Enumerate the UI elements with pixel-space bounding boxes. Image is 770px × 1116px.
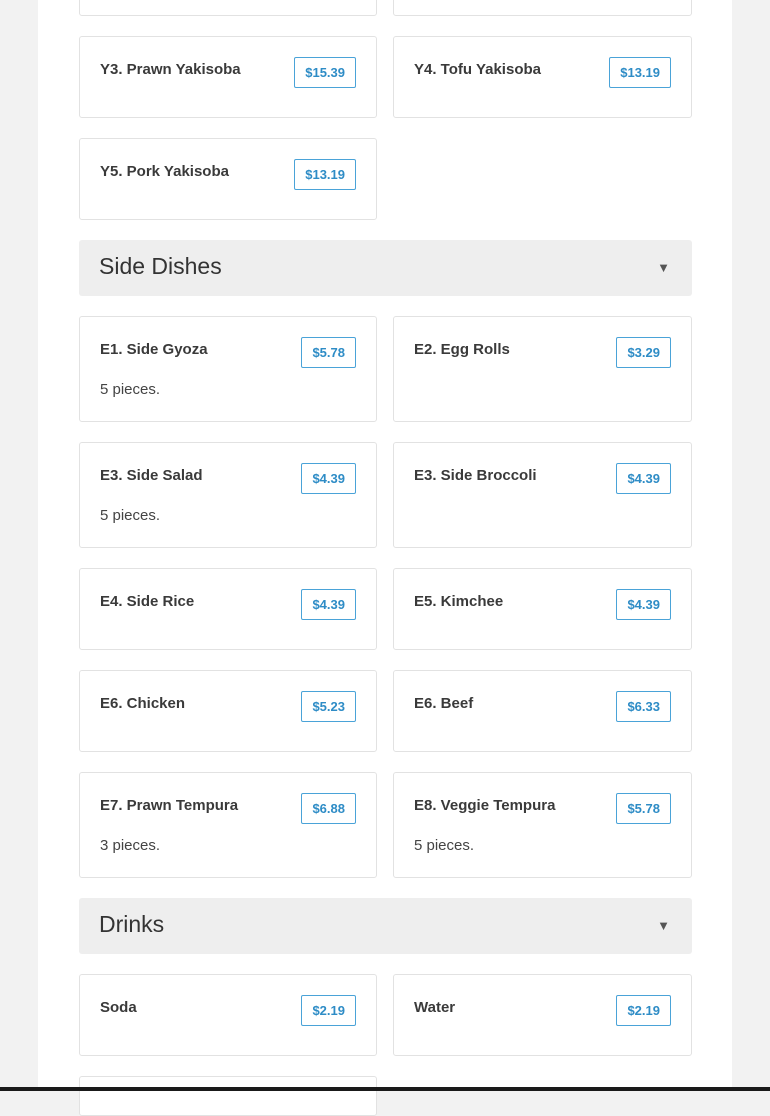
menu-item-card[interactable] bbox=[393, 36, 692, 118]
menu-item-card[interactable] bbox=[79, 316, 377, 422]
item-price-button[interactable]: $4.39 bbox=[616, 589, 671, 620]
item-price-button[interactable]: $5.78 bbox=[616, 793, 671, 824]
item-price-button[interactable]: $6.88 bbox=[301, 793, 356, 824]
triangle-down-icon[interactable]: ▼ bbox=[657, 918, 670, 933]
menu-item-card[interactable] bbox=[79, 1076, 377, 1116]
menu-item-card[interactable] bbox=[79, 442, 377, 548]
item-price-button[interactable]: $4.39 bbox=[301, 463, 356, 494]
item-name: Water bbox=[414, 999, 456, 1016]
menu-item-card[interactable] bbox=[79, 568, 377, 650]
item-name: Soda bbox=[100, 999, 137, 1016]
item-name: E3. Side Salad bbox=[100, 467, 203, 484]
item-price-button[interactable]: $3.29 bbox=[616, 337, 671, 368]
item-name: E3. Side Broccoli bbox=[414, 467, 537, 484]
menu-item-card[interactable] bbox=[79, 670, 377, 752]
menu-item-card[interactable] bbox=[79, 974, 377, 1056]
item-name: E6. Beef bbox=[414, 695, 474, 712]
item-price-button[interactable]: $4.39 bbox=[301, 589, 356, 620]
bottom-edge-bar bbox=[0, 1087, 770, 1091]
section-header-side-dishes[interactable] bbox=[79, 240, 692, 296]
item-price-button[interactable]: $13.19 bbox=[609, 57, 671, 88]
item-description: 5 pieces. bbox=[414, 837, 475, 854]
item-price-button[interactable]: $6.33 bbox=[616, 691, 671, 722]
item-name: E6. Chicken bbox=[100, 695, 186, 712]
menu-item-card[interactable] bbox=[79, 772, 377, 878]
item-name: E7. Prawn Tempura bbox=[100, 797, 239, 814]
item-name: Y3. Prawn Yakisoba bbox=[100, 61, 241, 78]
item-price-button[interactable]: $15.39 bbox=[294, 57, 356, 88]
menu-item-card[interactable] bbox=[393, 974, 692, 1056]
menu-item-card[interactable] bbox=[393, 670, 692, 752]
item-name: E5. Kimchee bbox=[414, 593, 504, 610]
menu-item-card[interactable] bbox=[393, 0, 692, 16]
menu-item-card[interactable] bbox=[79, 138, 377, 220]
item-description: 5 pieces. bbox=[100, 381, 161, 398]
item-price-button[interactable]: $2.19 bbox=[616, 995, 671, 1026]
item-name: E8. Veggie Tempura bbox=[414, 797, 556, 814]
item-name: Y5. Pork Yakisoba bbox=[100, 163, 229, 180]
item-name: E1. Side Gyoza bbox=[100, 341, 208, 358]
item-price-button[interactable]: $5.23 bbox=[301, 691, 356, 722]
section-title: Side Dishes bbox=[99, 253, 222, 279]
item-description: 3 pieces. bbox=[100, 837, 161, 854]
item-price-button[interactable]: $13.19 bbox=[294, 159, 356, 190]
item-name: E4. Side Rice bbox=[100, 593, 195, 610]
section-title: Drinks bbox=[99, 911, 165, 937]
item-price-button[interactable]: $5.78 bbox=[301, 337, 356, 368]
section-header-drinks[interactable] bbox=[79, 898, 692, 954]
menu-item-card[interactable] bbox=[393, 442, 692, 548]
menu-item-card[interactable] bbox=[393, 568, 692, 650]
item-description: 5 pieces. bbox=[100, 507, 161, 524]
menu-item-card[interactable] bbox=[79, 0, 377, 16]
menu-item-card[interactable] bbox=[393, 316, 692, 422]
triangle-down-icon[interactable]: ▼ bbox=[657, 260, 670, 275]
item-price-button[interactable]: $4.39 bbox=[616, 463, 671, 494]
menu-item-card[interactable] bbox=[79, 36, 377, 118]
menu-item-card[interactable] bbox=[393, 772, 692, 878]
item-price-button[interactable]: $2.19 bbox=[301, 995, 356, 1026]
item-name: Y4. Tofu Yakisoba bbox=[414, 61, 541, 78]
item-name: E2. Egg Rolls bbox=[414, 341, 510, 358]
